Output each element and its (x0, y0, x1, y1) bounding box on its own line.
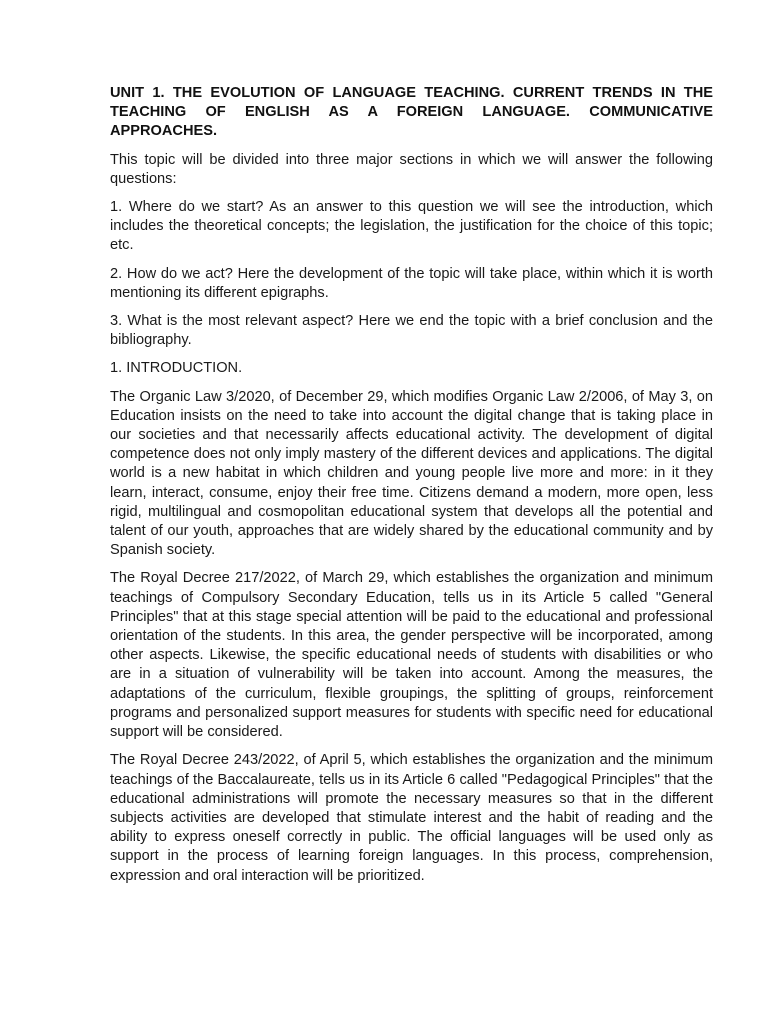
question-2: 2. How do we act? Here the development of the topic will take place, within which it is worth mentioning its different epigraphs. (110, 265, 713, 301)
question-3: 3. What is the most relevant aspect? Here we end the topic with a brief conclusion and the bibliography. (110, 313, 713, 349)
body-paragraph-royal-decree-243: The Royal Decree 243/2022, of April 5, which establishes the organization and the minimum teachings of the Baccalaureate, tells us in its Article 6 called "Pedagogical Principles" that the educational administrations will promote the necessary measures so that in the different subjects activities are developed that stimulate interest and the habit of reading and the ability to express oneself correctly in public. The official languages will be used only as support in the process of learning foreign languages. In this process, comprehension, expression and oral interaction will be prioritized. (110, 752, 713, 884)
section-heading: 1. INTRODUCTION. (110, 360, 243, 377)
document-page (110, 84, 713, 895)
question-1: 1. Where do we start? As an answer to this question we will see the introduction, which includes the theoretical concepts; the legislation, the justification for the choice of this topic; etc. (110, 199, 713, 254)
document-title: UNIT 1. THE EVOLUTION OF LANGUAGE TEACHING. CURRENT TRENDS IN THE TEACHING OF ENGLISH AS A FOREIGN LANGUAGE. COMMUNICATIVE APPROACHES. (110, 85, 713, 140)
intro-paragraph: This topic will be divided into three major sections in which we will answer the following questions: (110, 151, 713, 187)
body-paragraph-royal-decree-217: The Royal Decree 217/2022, of March 29, which establishes the organization and minimum teachings of Compulsory Secondary Education, tells us in its Article 5 called "General Principles" that at this stage special attention will be paid to the educational and professional orientation of the students. In this area, the gender perspective will be incorporated, among other aspects. Likewise, the specific educational needs of students with disabilities or who are in a situation of vulnerability will be taken into account. Among the measures, the adaptations of the curriculum, flexible groupings, the splitting of groups, reinforcement programs and personalized support measures for students with specific need for educational support will be considered. (110, 570, 713, 741)
body-paragraph-organic-law: The Organic Law 3/2020, of December 29, which modifies Organic Law 2/2006, of May 3, on Education insists on the need to take into account the digital change that is taking place in our societies and that necessarily affects educational activity. The development of digital competence does not only imply mastery of the different devices and applications. The digital world is a new habitat in which children and young people live more and more: in it they learn, interact, consume, enjoy their free time. Citizens demand a modern, more open, less rigid, multilingual and cosmopolitan educational system that develops all the potential and talent of our youth, approaches that are widely shared by the educational community and by Spanish society. (110, 388, 713, 559)
